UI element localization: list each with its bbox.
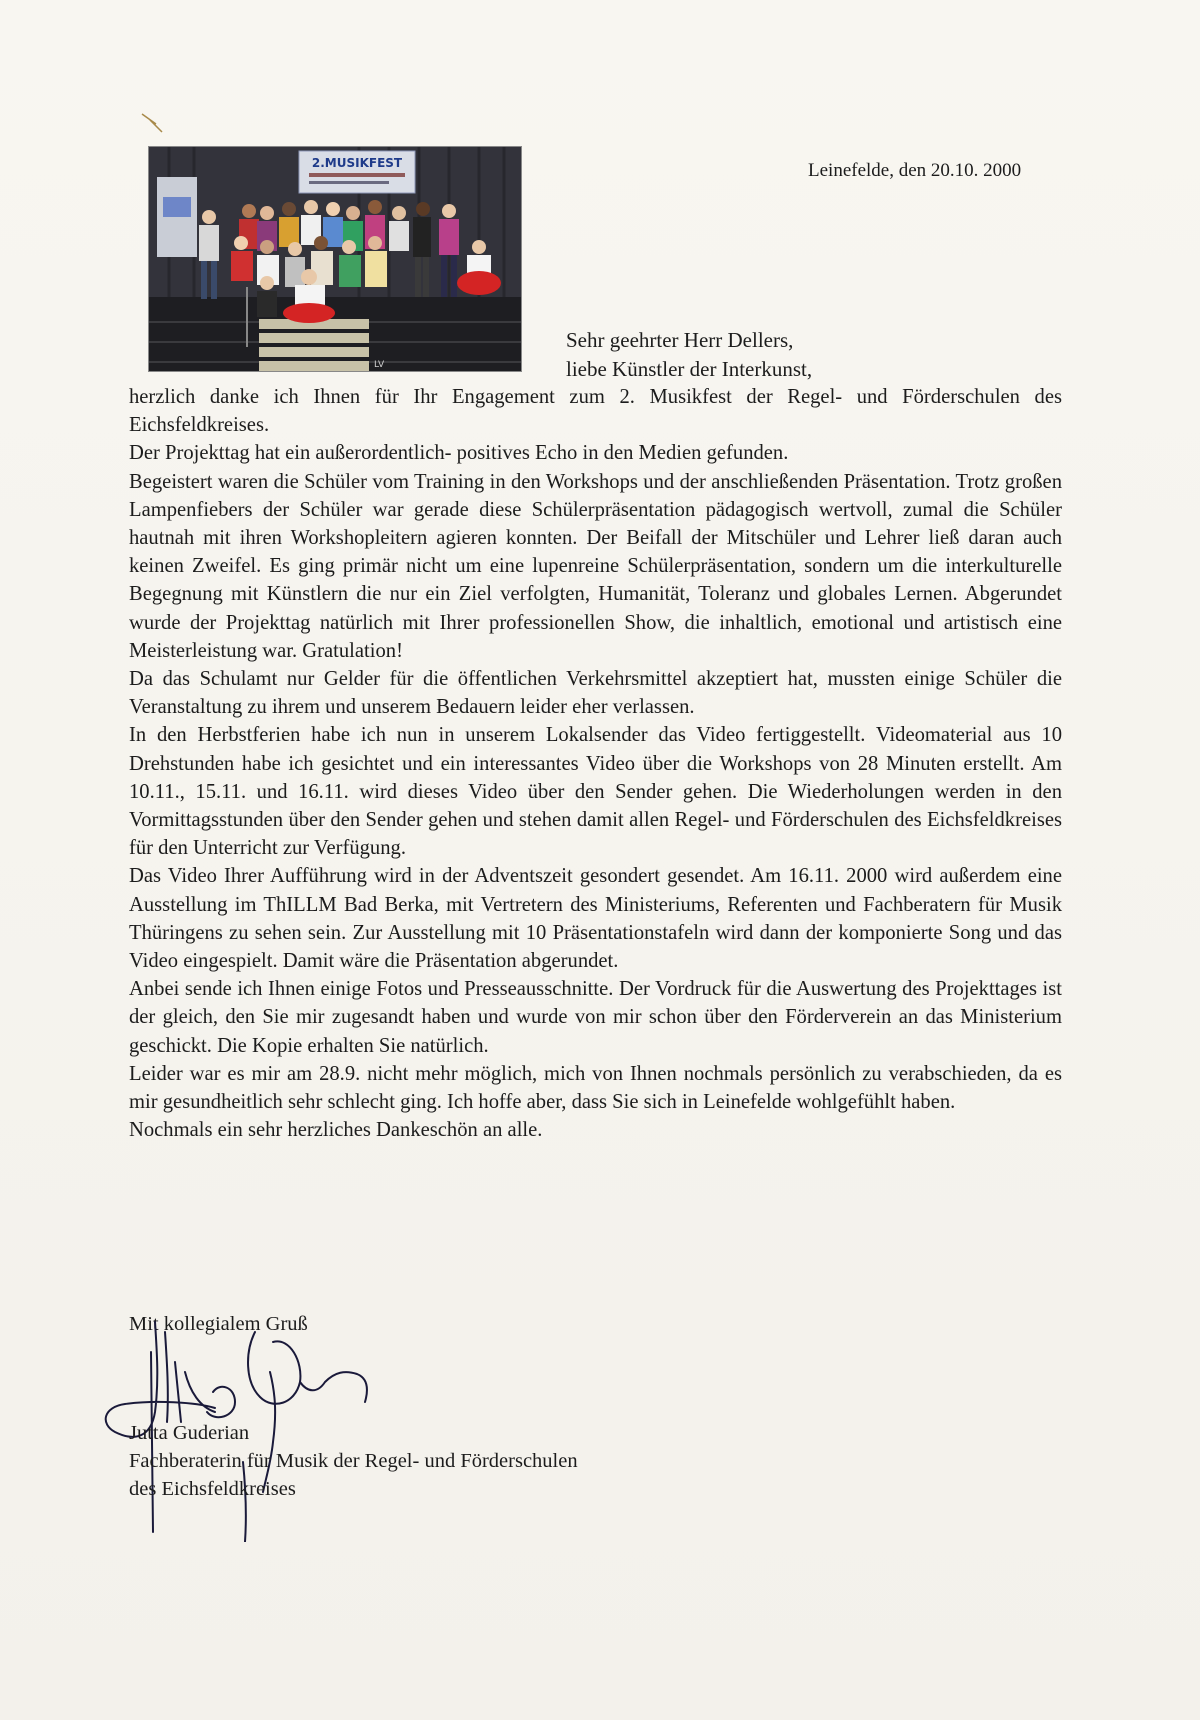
body-paragraph: Das Video Ihrer Aufführung wird in der Adventszeit gesondert gesendet. Am 16.11. 2000 wird außerdem eine Ausstellung im ThILLM Bad Berka, mit Vertretern des Ministeriums, Referenten und Fachberatern für Musik Thüringens zu sehen sein. Zur Ausstellung mit 10 Präsentationstafeln wird dann der komponierte Song und das Video eingespielt. Damit wäre die Präsentation abgerundet. [129,865,1062,973]
salutation [566,326,812,384]
body-paragraph: Anbei sende ich Ihnen einige Fotos und Presseausschnitte. Der Vordruck für die Auswertung des Projekttages ist der gleich, den Sie mir zugesandt haben und wurde von mir schon über den Förderverein an das Ministerium geschickt. Die Kopie erhalten Sie natürlich. [129,978,1062,1057]
signer-title: des Eichsfeldkreises [129,1478,296,1500]
signer-block [129,1419,578,1503]
body-paragraph: Leider war es mir am 28.9. nicht mehr möglich, mich von Ihnen nochmals persönlich zu verabschieden, da es mir gesundheitlich sehr schlecht ging. Ich hoffe aber, dass Sie sich in Leinefelde wohlgefühlt haben. [129,1062,1062,1114]
signer-title: Fachberaterin für Musik der Regel- und Förderschulen [129,1450,578,1472]
letter-date: Leinefelde, den 20.10. 2000 [808,160,1022,181]
body-paragraph: Nochmals ein sehr herzliches Dankeschön an alle. [129,1119,543,1142]
body-paragraph: Begeistert waren die Schüler vom Training in den Workshops und der anschließenden Präsentation. Trotz großen Lampenfiebers der Schüler war gerade diese Schülerpräsentation pädagogisch wertvoll, zumal die Schüler hautnah mit ihren Workshopleitern agieren konnten. Der Beifall der Mitschüler und Lehrer ließ daran auch keinen Zweifel. Es ging primär nicht um eine lupenreine Schülerpräsentation, sondern um die interkulturelle Begegnung mit Künstlern die nur ein Ziel verfolgten, Humanität, Toleranz und globales Lernen. Abgerundet wurde der Projekttag natürlich mit Ihrer professionellen Show, die inhaltlich, emotional und artistisch eine Meisterleistung war. Gratulation! [129,470,1062,662]
salutation-line: Sehr geehrter Herr Dellers, [566,328,794,352]
paper-mark [140,110,180,140]
banner-text: 2.MUSIKFEST [311,156,403,170]
body-paragraph: Der Projekttag hat ein außerordentlich- positives Echo in den Medien gefunden. [129,442,789,465]
signer-name: Jutta Guderian [129,1422,250,1444]
stage-sign-text: LV [374,360,385,370]
body-paragraph: herzlich danke ich Ihnen für Ihr Engagement zum 2. Musikfest der Regel- und Förderschulen des Eichsfeldkreises. [129,386,1062,437]
salutation-line: liebe Künstler der Interkunst, [566,357,813,381]
body-paragraph: Da das Schulamt nur Gelder für die öffentlichen Verkehrsmittel akzeptiert hat, mussten einige Schüler die Veranstaltung zu ihrem und unserem Bedauern leider eher verlassen. [129,668,1062,719]
closing-phrase: Mit kollegialem Gruß [129,1313,308,1335]
body-paragraph: In den Herbstferien habe ich nun in unserem Lokalsender das Video fertiggestellt. Videomaterial aus 10 Drehstunden habe ich gesichtet und ein interessantes Video über die Workshops von 28 Minuten erstellt. Am 10.11., 15.11. und 16.11. wird dieses Video über den Sender gehen. Die Wiederholungen werden in den Vormittagsstunden über den Sender gehen und stehen damit allen Regel- und Förderschulen des Eichsfeldkreises für den Unterricht zur Verfügung. [129,724,1062,860]
event-photo [148,146,522,372]
letter-body [129,383,1062,1144]
stage-photo-image [149,147,521,371]
